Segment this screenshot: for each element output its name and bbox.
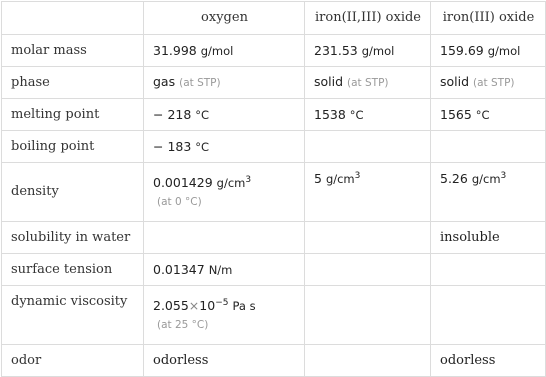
cell-oxygen-surface-tension — [144, 254, 305, 286]
unit: g/mol — [487, 43, 521, 58]
cell-oxygen-density — [144, 163, 305, 222]
value: solid — [314, 74, 344, 89]
cell-oxygen-phase — [144, 67, 305, 99]
cell-fe3o4-molar-mass — [305, 35, 431, 67]
header-oxygen: oxygen — [144, 2, 305, 35]
row-melting-point — [2, 99, 546, 131]
cell-fe3o4-solubility — [305, 222, 431, 254]
properties-table — [1, 1, 546, 377]
value: 1565 — [440, 106, 472, 122]
cell-fe3o4-melting-point — [305, 99, 431, 131]
unit: °C — [195, 107, 210, 122]
label-boiling-point: boiling point — [2, 131, 144, 163]
value: 5 — [314, 171, 322, 186]
cell-oxygen-molar-mass — [144, 35, 305, 67]
cell-fe3o4-boiling-point — [305, 131, 431, 163]
cell-fe3o4-viscosity — [305, 286, 431, 345]
unit: g/cm — [471, 172, 501, 186]
cell-fe3o4-surface-tension — [305, 254, 431, 286]
cell-fe3o4-density — [305, 163, 431, 222]
cell-oxygen-odor: odorless — [144, 345, 305, 377]
label-melting-point: melting point — [2, 99, 144, 131]
base: 10 — [199, 297, 216, 313]
cell-fe3o4-phase — [305, 67, 431, 99]
condition-note: (at 0 °C) — [157, 195, 202, 208]
label-odor: odor — [2, 345, 144, 377]
unit: N/m — [208, 262, 233, 277]
value: 31.998 — [153, 42, 197, 58]
unit: °C — [195, 139, 210, 154]
row-solubility — [2, 222, 546, 254]
cell-fe2o3-surface-tension — [431, 254, 546, 286]
label-solubility: solubility in water — [2, 222, 144, 254]
header-row — [2, 2, 546, 35]
value: 231.53 — [314, 42, 358, 58]
unit: g/cm — [325, 172, 355, 186]
row-molar-mass — [2, 35, 546, 67]
cell-oxygen-viscosity — [144, 286, 305, 345]
cell-fe2o3-odor: odorless — [431, 345, 546, 377]
unit-exponent: 3 — [500, 170, 507, 181]
value: solid — [440, 74, 470, 89]
times-sign: × — [188, 297, 200, 313]
unit-exponent: 3 — [245, 174, 252, 185]
value: 5.26 — [440, 171, 468, 186]
unit: g/mol — [200, 43, 234, 58]
cell-fe2o3-melting-point — [431, 99, 546, 131]
value: − 218 — [153, 106, 192, 122]
label-viscosity: dynamic viscosity — [2, 286, 144, 345]
exponent: −5 — [215, 297, 229, 308]
row-density — [2, 163, 546, 222]
condition-note: (at STP) — [347, 77, 389, 89]
value: − 183 — [153, 138, 192, 154]
value: 1538 — [314, 106, 346, 122]
unit: g/mol — [361, 43, 395, 58]
label-surface-tension: surface tension — [2, 254, 144, 286]
cell-fe2o3-density — [431, 163, 546, 222]
condition-note: (at 25 °C) — [157, 318, 209, 331]
cell-fe2o3-boiling-point — [431, 131, 546, 163]
cell-fe3o4-odor — [305, 345, 431, 377]
unit: Pa s — [232, 298, 256, 313]
mantissa: 2.055 — [153, 297, 189, 313]
cell-fe2o3-phase — [431, 67, 546, 99]
unit: °C — [349, 107, 364, 122]
value: 0.01347 — [153, 261, 205, 277]
row-odor — [2, 345, 546, 377]
label-phase: phase — [2, 67, 144, 99]
condition-note: (at STP) — [473, 77, 515, 89]
cell-fe2o3-molar-mass — [431, 35, 546, 67]
unit-exponent: 3 — [354, 170, 361, 181]
row-boiling-point — [2, 131, 546, 163]
unit: °C — [475, 107, 490, 122]
value: gas — [153, 74, 176, 89]
label-molar-mass: molar mass — [2, 35, 144, 67]
row-phase — [2, 67, 546, 99]
header-empty — [2, 2, 144, 35]
cell-fe2o3-viscosity — [431, 286, 546, 345]
row-viscosity — [2, 286, 546, 345]
cell-oxygen-boiling-point — [144, 131, 305, 163]
condition-note: (at STP) — [179, 77, 221, 89]
cell-fe2o3-solubility: insoluble — [431, 222, 546, 254]
row-surface-tension — [2, 254, 546, 286]
header-iron-iii-oxide: iron(III) oxide — [431, 2, 546, 35]
value: 159.69 — [440, 42, 484, 58]
label-density: density — [2, 163, 144, 222]
header-iron-ii-iii-oxide: iron(II,III) oxide — [305, 2, 431, 35]
cell-oxygen-solubility — [144, 222, 305, 254]
value: 0.001429 — [153, 174, 213, 190]
unit: g/cm — [216, 175, 246, 190]
cell-oxygen-melting-point — [144, 99, 305, 131]
